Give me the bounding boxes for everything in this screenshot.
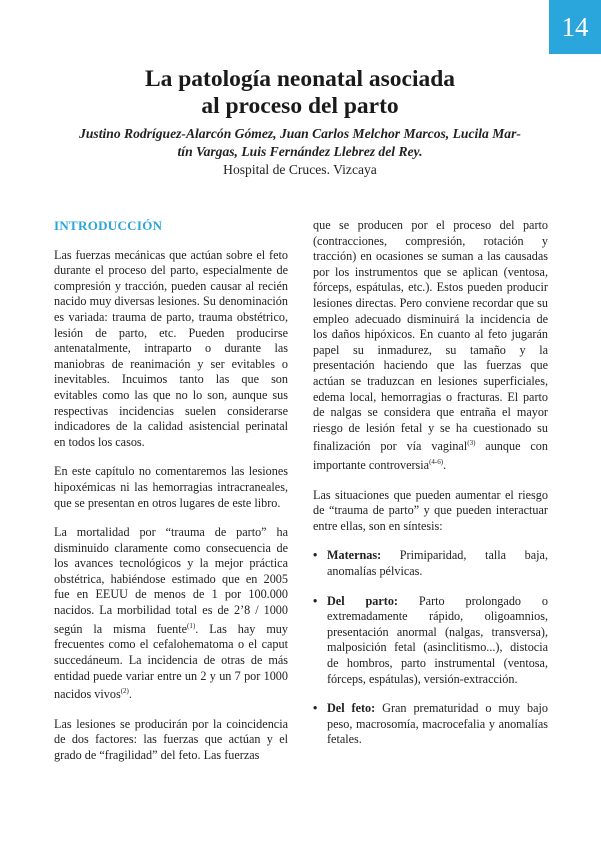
risk-factor-list	[313, 548, 548, 748]
list-item-text: Gran prematuridad o muy bajo peso, macrosomía, macrocefalia y anomalías fetales.	[327, 701, 548, 747]
paragraph-3	[54, 525, 288, 703]
paragraph-5-text-a: que se producen por el proceso del parto (contracciones, compresión, rotación y tracción) en ocasiones se suman a las causadas por los instrumentos que se aplican (ventosa, fórceps, espátulas, etc.). Estos pueden producir lesiones directas. Pero conviene recordar que su empleo adecuado disminuirá la incidencia de los daños hipóxicos. En cuanto al feto jugarán papel su inmadurez, su tamaño y la presentación haciendo que las fuerzas que actúan se traduzcan en lesiones superficiales, edema local, hemorragias o fracturas. El parto de nalgas se considera que entraña el mayor riesgo de lesión fetal y se ha cuestionado su finalización por vía vaginal	[313, 218, 548, 454]
list-item	[313, 548, 548, 579]
reference-1: (1)	[187, 621, 196, 630]
authors	[52, 125, 548, 161]
list-item-label: Del feto:	[327, 701, 376, 716]
bullet-icon: •	[313, 701, 318, 716]
list-item	[313, 701, 548, 748]
paragraph-3-text-c: .	[128, 687, 132, 702]
right-column	[313, 218, 548, 762]
paragraph-1: Las fuerzas mecánicas que actúan sobre el feto durante el proceso del parto, especialmente de compresión y tracción, pueden causar al recién nacido muy diversas lesiones. Su denominación es variada: trauma de parto, trauma obstétrico, lesión de parto, etc. Pueden producirse antenatalmente, intraparto o durante las maniobras de reanimación y ser evitables o inevitables. Incuimos tanto las que son evitables como las que no lo son, aunque sus respectivas incidencias suelen considerarse indicadores de la calidad asistencial perinatal en todos los casos.	[54, 247, 288, 449]
list-item-label: Maternas:	[327, 548, 382, 563]
authors-line-2: tín Vargas, Luis Fernández Llebrez del Rey.	[177, 144, 423, 159]
paragraph-5-text-c: .	[443, 458, 447, 473]
bullet-icon: •	[313, 548, 318, 563]
left-column	[54, 218, 288, 778]
list-item-text: Primiparidad, talla baja, anomalías pélvicas.	[327, 548, 548, 578]
section-heading: INTRODUCCIÓN	[54, 218, 163, 233]
list-item	[313, 594, 548, 688]
reference-2: (2)	[120, 687, 129, 696]
paragraph-3-text-b: . Las hay muy frecuentes como el cefalohematoma o el caput succedáneum. La incidencia de otras de más entidad puede variar entre un 2 y un 7 por 1000 nacidos vivos	[54, 621, 288, 702]
title-line-2: al proceso del parto	[201, 93, 399, 119]
paragraph-5-text-b: aunque con importante controversia	[313, 439, 548, 473]
bullet-icon: •	[313, 593, 318, 608]
chapter-number-badge	[549, 0, 601, 54]
paragraph-3-text-a: La mortalidad por “trauma de parto” ha disminuido claramente como consecuencia de los avances tecnológicos y la mejor práctica obstétrica, habiéndose estimado que en 2005 fue en EEUU de menos de 1 por 100.000 nacidos. La morbilidad total es de 2’8 / 1000 según la misma fuente	[54, 525, 288, 636]
title-line-1: La patología neonatal asociada	[144, 66, 456, 92]
paragraph-6: Las situaciones que pueden aumentar el riesgo de “trauma de parto” y que pueden interactuar entre ellas, son en síntesis:	[313, 487, 548, 533]
paragraph-4: Las lesiones se producirán por la coincidencia de dos factores: las fuerzas que actúan y el grado de “fragilidad” del feto. Las fuerzas	[54, 716, 288, 762]
paragraph-2: En este capítulo no comentaremos las lesiones hipoxémicas ni las hemorragias intracraneales, que se presentan en otros lugares de este libro.	[54, 464, 288, 510]
reference-4: (4-6)	[429, 457, 444, 466]
chapter-number: 14	[561, 11, 589, 42]
reference-3: (3)	[467, 439, 476, 448]
paragraph-5	[313, 218, 548, 474]
list-item-text: Parto prolongado o extremadamente rápido, oligoamnios, presentación anormal (nalgas, transversa), malposición fetal (asinclitismo...), distocia de hombros, parto instrumental (ventosa, fórceps, espátulas), versión-extracción.	[327, 593, 548, 686]
affiliation: Hospital de Cruces. Vizcaya	[223, 162, 377, 177]
list-item-label: Del parto:	[327, 593, 398, 608]
authors-line-1: Justino Rodríguez-Alarcón Gómez, Juan Carlos Melchor Marcos, Lucila Mar-	[79, 126, 521, 141]
page-title	[60, 66, 540, 120]
